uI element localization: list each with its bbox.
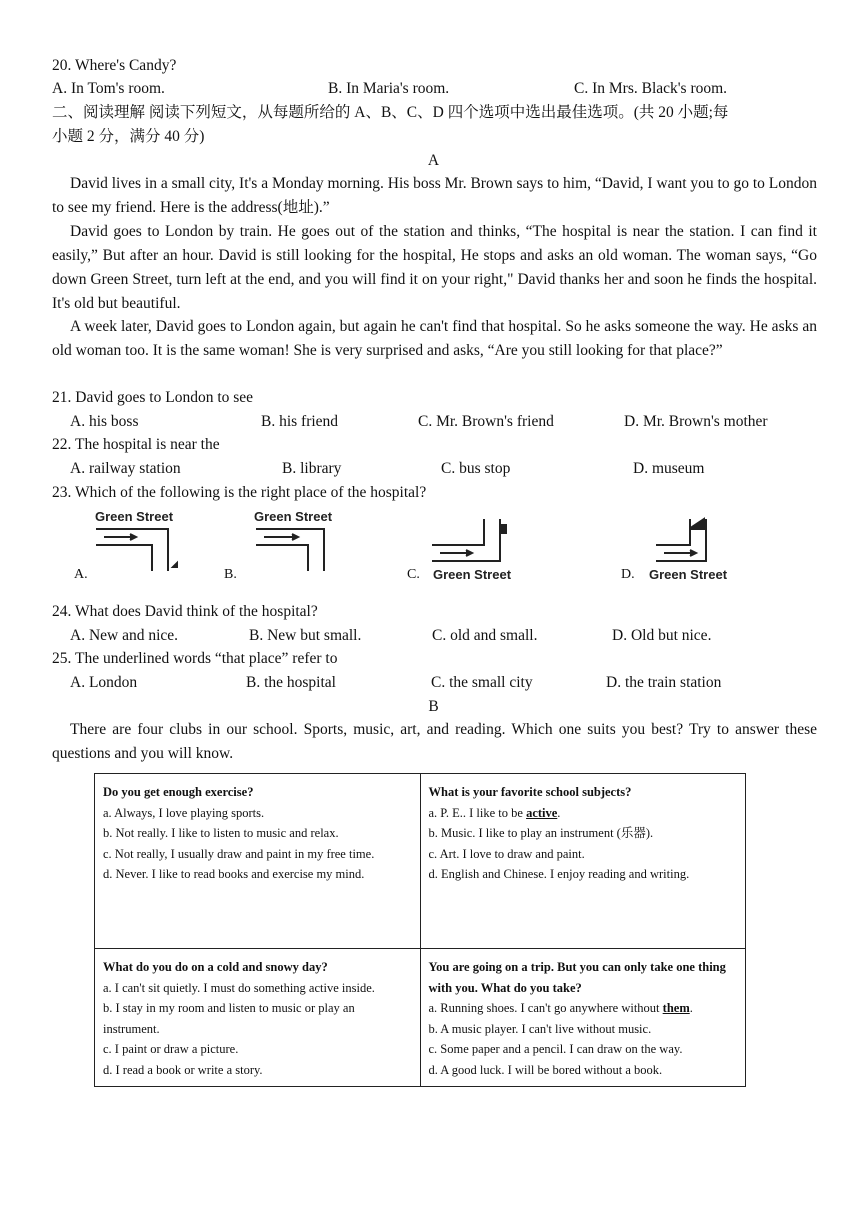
q21-option-c: C. Mr. Brown's friend <box>418 413 554 430</box>
quiz-row-1 <box>95 774 746 949</box>
passage-b-intro: There are four clubs in our school. Sports, music, art, and reading. Which one suits you best? Try to answer these questions and you will know. <box>52 721 817 762</box>
q24-option-b: B. New but small. <box>249 627 362 644</box>
quiz-option: c. I paint or draw a picture. <box>103 1042 239 1056</box>
quiz-option: a. Always, I love playing sports. <box>103 805 265 820</box>
quiz-option: b. I stay in my room and listen to music or play an instrument. <box>103 1001 355 1036</box>
map-a-letter: A. <box>74 567 88 582</box>
map-b-letter: B. <box>224 567 237 582</box>
map-c-letter: C. <box>407 567 420 582</box>
map-c-street-label: Green Street <box>433 567 512 582</box>
quiz-option-text: . <box>689 1001 693 1015</box>
q25-option-d: D. the train station <box>606 674 722 691</box>
map-d-letter: D. <box>621 567 635 582</box>
passage-a-paragraph-2: David goes to London by train. He goes out of the station and thinks, “The hospital is near the station. I can find it easily,” But after an hour. David is still looking for the hospital, He stops and asks an old woman. The woman says, “Go down Green Street, turn left at the end, and you will find it on your right," David thanks her and soon he finds the hospital. It's old but beautiful. <box>52 223 817 312</box>
passage-a-paragraph-1: David lives in a small city, It's a Monday morning. His boss Mr. Brown says to him, “David, I want you to go to London to see my friend. Here is the address(地址).” <box>52 175 818 216</box>
underlined-word: active <box>526 805 558 820</box>
quiz-option-text: . <box>557 805 561 820</box>
q24-option-a: A. New and nice. <box>70 627 179 644</box>
q25-option-c: C. the small city <box>431 674 533 691</box>
q21-option-b: B. his friend <box>261 413 339 430</box>
quiz-cell-exercise <box>95 774 421 949</box>
quiz-option: c. Not really, I usually draw and paint in my free time. <box>103 846 375 861</box>
map-d-street-label: Green Street <box>649 567 728 582</box>
quiz-option <box>429 803 738 824</box>
q23-stem: 23. Which of the following is the right place of the hospital? <box>52 484 427 501</box>
q24-option-d: D. Old but nice. <box>612 627 712 644</box>
section2-instruction-line2: 小题 2 分，满分 40 分) <box>52 128 205 145</box>
q22-option-c: C. bus stop <box>441 460 511 477</box>
q24-stem: 24. What does David think of the hospital? <box>52 603 318 620</box>
q20-option-a: A. In Tom's room. <box>52 80 165 97</box>
q22-option-a: A. railway station <box>70 460 181 477</box>
quiz-option: d. Never. I like to read books and exercise my mind. <box>103 867 365 881</box>
passage-b-label: B <box>428 698 439 715</box>
quiz-question-trip: You are going on a trip. But you can only take one thing with you. What do you take? <box>428 960 726 995</box>
quiz-option <box>429 998 738 1019</box>
q20-option-b: B. In Maria's room. <box>328 80 450 97</box>
q25-option-b: B. the hospital <box>246 674 336 691</box>
quiz-option-text: a. Running shoes. I can't go anywhere without <box>428 1001 663 1015</box>
passage-a-paragraph-3: A week later, David goes to London again, but again he can't find that hospital. So he asks someone the way. He asks an old woman too. It is the same woman! She is very surprised and asks, “Are you still looking for that place?” <box>52 318 817 359</box>
q22-stem: 22. The hospital is near the <box>52 436 220 453</box>
club-quiz-table <box>94 773 746 1087</box>
map-a-drawing <box>96 529 177 571</box>
quiz-option-text: a. P. E.. I like to be <box>428 805 527 820</box>
map-b-drawing <box>256 529 324 571</box>
quiz-option: a. I can't sit quietly. I must do something active inside. <box>103 980 375 995</box>
map-a-street-label: Green Street <box>95 509 174 524</box>
quiz-option: d. A good luck. I will be bored without a book. <box>428 1062 663 1077</box>
quiz-option: b. Not really. I like to listen to music and relax. <box>103 826 339 840</box>
quiz-option: b. Music. I like to play an instrument (乐器). <box>428 826 654 840</box>
q21-option-d: D. Mr. Brown's mother <box>624 413 768 430</box>
q24-option-c: C. old and small. <box>432 627 538 644</box>
quiz-option: b. A music player. I can't live without music. <box>428 1021 652 1036</box>
q22-option-b: B. library <box>282 460 342 477</box>
quiz-question-exercise: Do you get enough exercise? <box>103 785 254 799</box>
q21-option-a: A. his boss <box>70 413 139 430</box>
passage-a-label: A <box>427 152 440 169</box>
q21-stem: 21. David goes to London to see <box>52 389 254 406</box>
q25-option-a: A. London <box>70 674 138 691</box>
map-d-drawing <box>656 519 706 561</box>
q20-option-c: C. In Mrs. Black's room. <box>574 80 728 97</box>
quiz-option: d. I read a book or write a story. <box>103 1062 263 1077</box>
q23-map-options <box>60 505 820 589</box>
q25-stem: 25. The underlined words “that place” refer to <box>52 650 338 667</box>
quiz-cell-snowy-day <box>95 949 421 1087</box>
quiz-row-2 <box>95 949 746 1087</box>
quiz-option: d. English and Chinese. I enjoy reading and writing. <box>428 867 690 881</box>
quiz-question-subjects: What is your favorite school subjects? <box>428 785 632 799</box>
underlined-word: them <box>662 1001 690 1015</box>
quiz-cell-subjects <box>420 774 746 949</box>
q22-option-d: D. museum <box>633 460 705 477</box>
quiz-option: c. Art. I love to draw and paint. <box>428 846 585 861</box>
quiz-option: c. Some paper and a pencil. I can draw on the way. <box>428 1042 683 1056</box>
map-b-street-label: Green Street <box>254 509 333 524</box>
map-c-drawing <box>432 519 506 561</box>
quiz-cell-trip <box>420 949 746 1087</box>
section2-instruction-line1: 二、阅读理解 阅读下列短文，从每题所给的 A、B、C、D 四个选项中选出最佳选项。(共 20 小题;每 <box>52 104 729 121</box>
quiz-question-snowy-day: What do you do on a cold and snowy day? <box>103 960 328 974</box>
q20-stem: 20. Where's Candy? <box>52 57 177 74</box>
